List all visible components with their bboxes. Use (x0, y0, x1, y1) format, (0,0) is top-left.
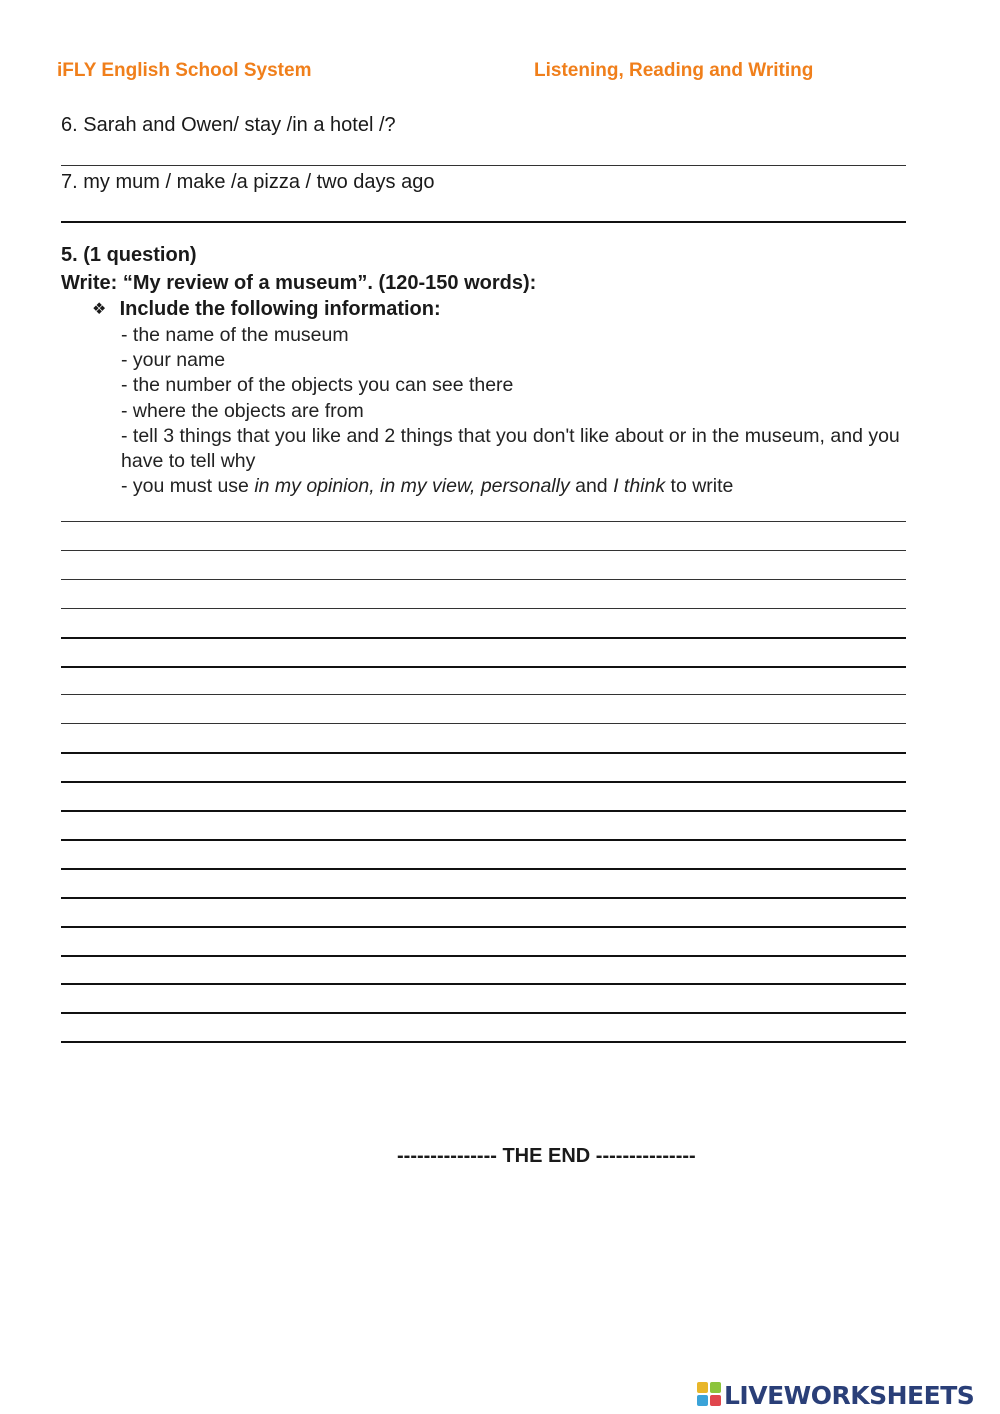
answer-line-q6[interactable] (61, 165, 906, 166)
writing-line[interactable] (61, 897, 906, 899)
info-item-object-count: - the number of the objects you can see there (121, 374, 514, 397)
header-school-name: iFLY English School System (57, 60, 312, 81)
writing-line[interactable] (61, 521, 906, 522)
writing-prompt: Write: “My review of a museum”. (120-150 words): (61, 272, 537, 294)
the-end-marker: --------------- THE END --------------- (397, 1145, 696, 1167)
writing-line[interactable] (61, 1041, 906, 1043)
info-item-likes-dislikes: - tell 3 things that you like and 2 things that you don't like about or in the museum, and you have to tell why (121, 424, 900, 473)
writing-line[interactable] (61, 637, 906, 639)
section-5-heading: 5. (1 question) (61, 244, 197, 266)
writing-line[interactable] (61, 723, 906, 724)
writing-line[interactable] (61, 839, 906, 841)
header-subject: Listening, Reading and Writing (534, 60, 814, 81)
writing-line[interactable] (61, 781, 906, 783)
info-item-object-origin: - where the objects are from (121, 399, 364, 422)
liveworksheets-brand (697, 1378, 974, 1412)
info-item-museum-name: - the name of the museum (121, 324, 349, 346)
question-7: 7. my mum / make /a pizza / two days ago (61, 171, 435, 193)
answer-line-q7[interactable] (61, 221, 906, 223)
info-bullet (92, 298, 441, 321)
writing-line[interactable] (61, 752, 906, 754)
writing-line[interactable] (61, 608, 906, 609)
liveworksheets-logo-icon (697, 1382, 722, 1408)
writing-line[interactable] (61, 666, 906, 668)
info-item-phrases: - you must use in my opinion, in my view, personally and I think to write (121, 475, 734, 498)
brand-name: LIVEWORKSHEETS (724, 1380, 975, 1410)
writing-line[interactable] (61, 926, 906, 928)
info-item-your-name: - your name (121, 349, 226, 372)
writing-line[interactable] (61, 868, 906, 870)
info-list (121, 323, 941, 499)
diamond-bullet-icon: ❖ (92, 301, 107, 318)
writing-line[interactable] (61, 955, 906, 957)
writing-line[interactable] (61, 810, 906, 812)
writing-line[interactable] (61, 579, 906, 580)
writing-line[interactable] (61, 1012, 906, 1014)
writing-line[interactable] (61, 550, 906, 551)
writing-line[interactable] (61, 694, 906, 695)
info-bullet-label: Include the following information: (119, 298, 441, 320)
writing-line[interactable] (61, 983, 906, 985)
question-6: 6. Sarah and Owen/ stay /in a hotel /? (61, 114, 396, 136)
